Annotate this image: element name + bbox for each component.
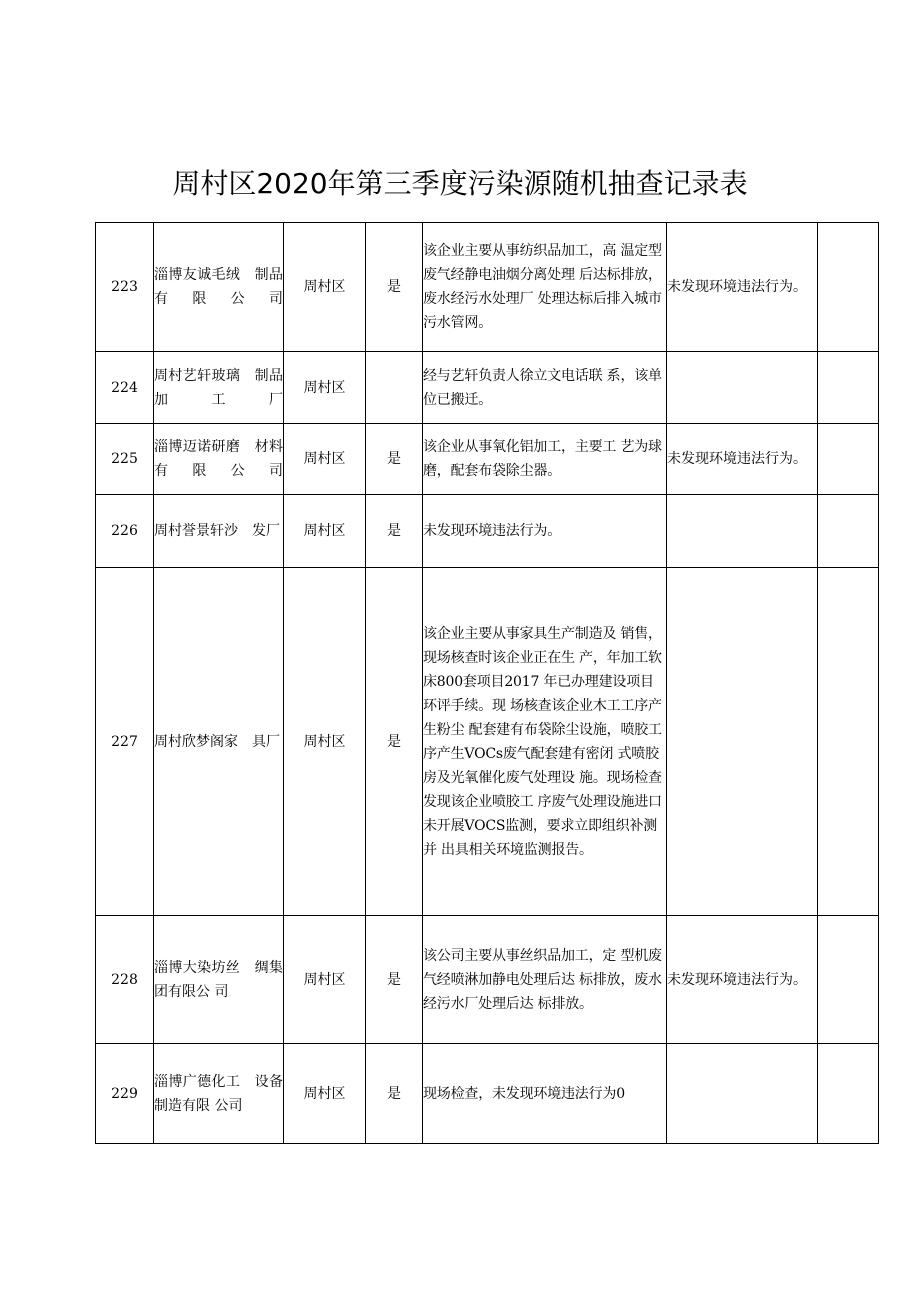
company-name: 淄博广德化工 设备制造有限 公司 bbox=[154, 1044, 284, 1144]
inspection-detail: 该企业从事氧化铝加工，主要工 艺为球磨，配套布袋除尘器。 bbox=[423, 424, 667, 495]
table-row bbox=[96, 424, 879, 495]
record-number: 228 bbox=[96, 916, 154, 1044]
record-table bbox=[95, 222, 879, 1144]
remark-cell bbox=[818, 223, 879, 352]
remark-cell bbox=[818, 352, 879, 424]
table-row bbox=[96, 352, 879, 424]
company-name: 周村艺轩玻璃 制品加工厂 bbox=[154, 352, 284, 424]
table-row bbox=[96, 223, 879, 352]
inspection-detail: 该企业主要从事家具生产制造及 销售，现场核查时该企业正在生 产，年加工软床800套项目2017 年已办理建设项目环评手续。现 场核查该企业木工工序产生粉尘 配套建有布袋除尘设施，喷胶工 序产生VOCs废气配套建有密闭 式喷胶房及光氧催化废气处理设 施。现场检查发现该企业喷胶工 序废气处理设施进口未开展VOCS监测，要求立即组织补测并 出具相关环境监测报告。 bbox=[423, 568, 667, 916]
inspection-result: 未发现环境违法行为。 bbox=[667, 424, 818, 495]
company-name: 淄博大染坊丝 绸集团有限公 司 bbox=[154, 916, 284, 1044]
remark-cell bbox=[818, 1044, 879, 1144]
table-row bbox=[96, 568, 879, 916]
record-number: 225 bbox=[96, 424, 154, 495]
remark-cell bbox=[818, 916, 879, 1044]
check-flag: 是 bbox=[366, 424, 423, 495]
company-name: 周村欣梦阁家 具厂 bbox=[154, 568, 284, 916]
company-name: 淄博迈诺研磨 材料有限公司 bbox=[154, 424, 284, 495]
table-row bbox=[96, 1044, 879, 1144]
inspection-detail: 经与艺轩负责人徐立文电话联 系，该单位已搬迁。 bbox=[423, 352, 667, 424]
inspection-detail: 未发现环境违法行为。 bbox=[423, 495, 667, 568]
district: 周村区 bbox=[284, 223, 366, 352]
remark-cell bbox=[818, 568, 879, 916]
inspection-result bbox=[667, 1044, 818, 1144]
record-number: 229 bbox=[96, 1044, 154, 1144]
inspection-result: 未发现环境违法行为。 bbox=[667, 223, 818, 352]
record-number: 224 bbox=[96, 352, 154, 424]
inspection-detail: 该公司主要从事丝织品加工，定 型机废气经喷淋加静电处理后达 标排放，废水经污水厂处理后达 标排放。 bbox=[423, 916, 667, 1044]
inspection-result bbox=[667, 568, 818, 916]
record-number: 226 bbox=[96, 495, 154, 568]
check-flag: 是 bbox=[366, 495, 423, 568]
check-flag: 是 bbox=[366, 916, 423, 1044]
inspection-detail: 该企业主要从事纺织品加工，高 温定型废气经静电油烟分离处理 后达标排放，废水经污水处理厂 处理达标后排入城市污水管网。 bbox=[423, 223, 667, 352]
district: 周村区 bbox=[284, 916, 366, 1044]
check-flag: 是 bbox=[366, 223, 423, 352]
inspection-detail: 现场检查，未发现环境违法行为0 bbox=[423, 1044, 667, 1144]
check-flag: 是 bbox=[366, 568, 423, 916]
company-name: 淄博友诚毛绒 制品有限公司 bbox=[154, 223, 284, 352]
check-flag: 是 bbox=[366, 1044, 423, 1144]
remark-cell bbox=[818, 424, 879, 495]
district: 周村区 bbox=[284, 1044, 366, 1144]
check-flag bbox=[366, 352, 423, 424]
district: 周村区 bbox=[284, 568, 366, 916]
record-number: 227 bbox=[96, 568, 154, 916]
district: 周村区 bbox=[284, 424, 366, 495]
table-row bbox=[96, 916, 879, 1044]
inspection-result bbox=[667, 495, 818, 568]
district: 周村区 bbox=[284, 352, 366, 424]
district: 周村区 bbox=[284, 495, 366, 568]
document-title: 周村区2020年第三季度污染源随机抽查记录表 bbox=[172, 167, 748, 200]
company-name: 周村誉景轩沙 发厂 bbox=[154, 495, 284, 568]
table-row bbox=[96, 495, 879, 568]
remark-cell bbox=[818, 495, 879, 568]
inspection-result bbox=[667, 352, 818, 424]
record-number: 223 bbox=[96, 223, 154, 352]
inspection-result: 未发现环境违法行为。 bbox=[667, 916, 818, 1044]
